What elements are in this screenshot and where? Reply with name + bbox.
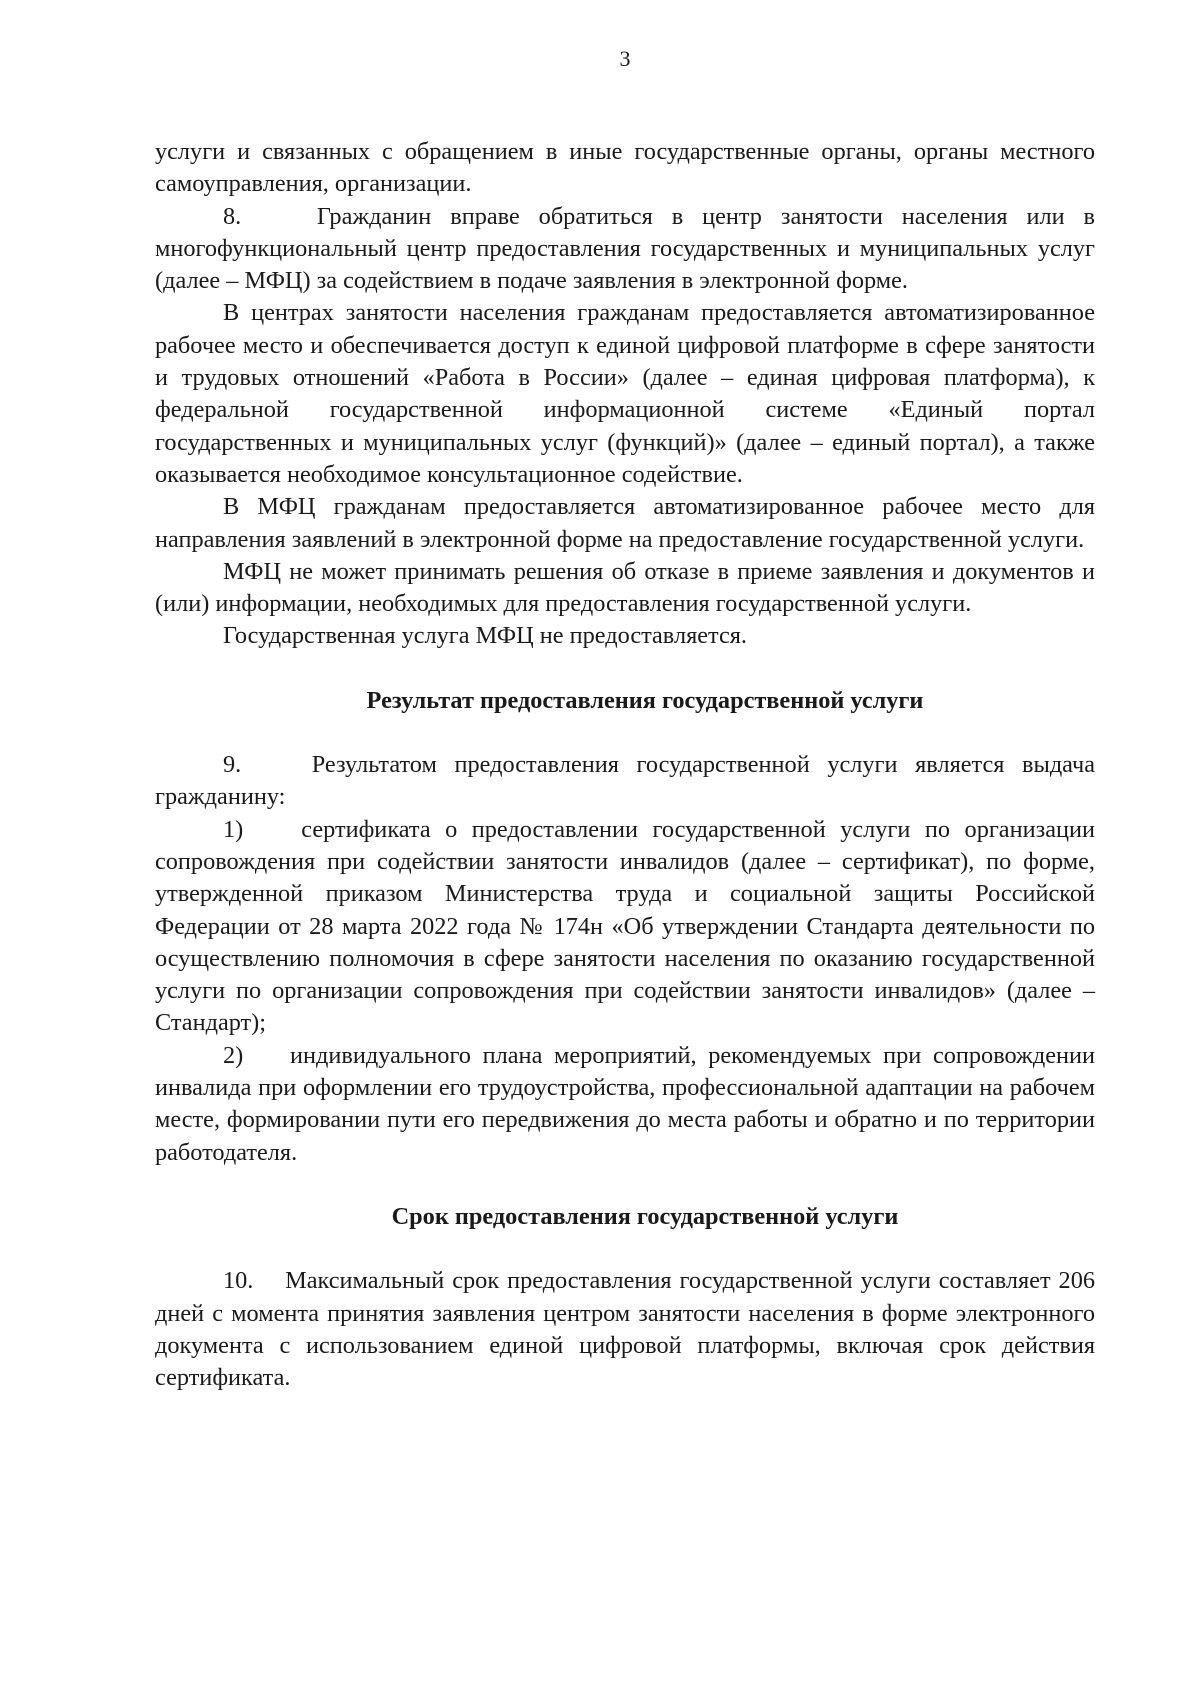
heading-service-term: Срок предоставления государственной услуги — [391, 1202, 899, 1230]
paragraph-item-9: 9. Результатом предоставления государственной услуги является выдача гражданину: — [155, 751, 1095, 811]
paragraph-item-10: 10. Максимальный срок предоставления государственной услуги составляет 206 дней с момента принятия заявления центром занятости населения в форме электронного документа с использованием единой цифровой платформы, включая срок действия сертификата. — [155, 1267, 1095, 1392]
document-body — [155, 136, 1095, 1394]
paragraph-employment-centers: В центрах занятости населения гражданам предоставляется автоматизированное рабочее место и обеспечивается доступ к единой цифровой платформе в сфере занятости и трудовых отношений «Работа в России» (далее – единая цифровая платформа), к федеральной государственной информационной системе «Единый портал государственных и муниципальных услуг (функций)» (далее – единый портал), а также оказывается необходимое консультационное содействие. — [155, 299, 1095, 488]
paragraph-mfc-refusal: МФЦ не может принимать решения об отказе в приеме заявления и документов и (или) информации, необходимых для предоставления государственной услуги. — [155, 557, 1095, 618]
paragraph-continuation: услуги и связанных с обращением в иные государственные органы, органы местного самоуправления, организации. — [155, 138, 1095, 198]
paragraph-subitem-2: 2) индивидуального плана мероприятий, рекомендуемых при сопровождении инвалида при оформлении его трудоустройства, профессиональной адаптации на рабочем месте, формировании пути его передвижения до места работы и обратно и по территории работодателя. — [155, 1041, 1095, 1166]
paragraph-subitem-1: 1) сертификата о предоставлении государственной услуги по организации сопровождения при содействии занятости инвалидов (далее – сертификат), по форме, утвержденной приказом Министерства труда и социальной защиты Российской Федерации от 28 марта 2022 года № 174н «Об утверждении Стандарта деятельности по осуществлению полномочия в сфере занятости населения по оказанию государственной услуги по организации сопровождения при содействии занятости инвалидов» (далее – Стандарт); — [155, 815, 1095, 1037]
paragraph-mfc-workplace: В МФЦ гражданам предоставляется автоматизированное рабочее место для направления заявлений в электронной форме на предоставление государственной услуги. — [155, 493, 1095, 553]
paragraph-mfc-not-provided: Государственная услуга МФЦ не предоставляется. — [223, 622, 747, 650]
heading-service-result: Результат предоставления государственной услуги — [366, 686, 924, 714]
paragraph-item-8: 8. Гражданин вправе обратиться в центр занятости населения или в многофункциональный центр предоставления государственных и муниципальных услуг (далее – МФЦ) за содействием в подаче заявления в электронной форме. — [155, 202, 1095, 295]
page-number: 3 — [619, 46, 631, 71]
